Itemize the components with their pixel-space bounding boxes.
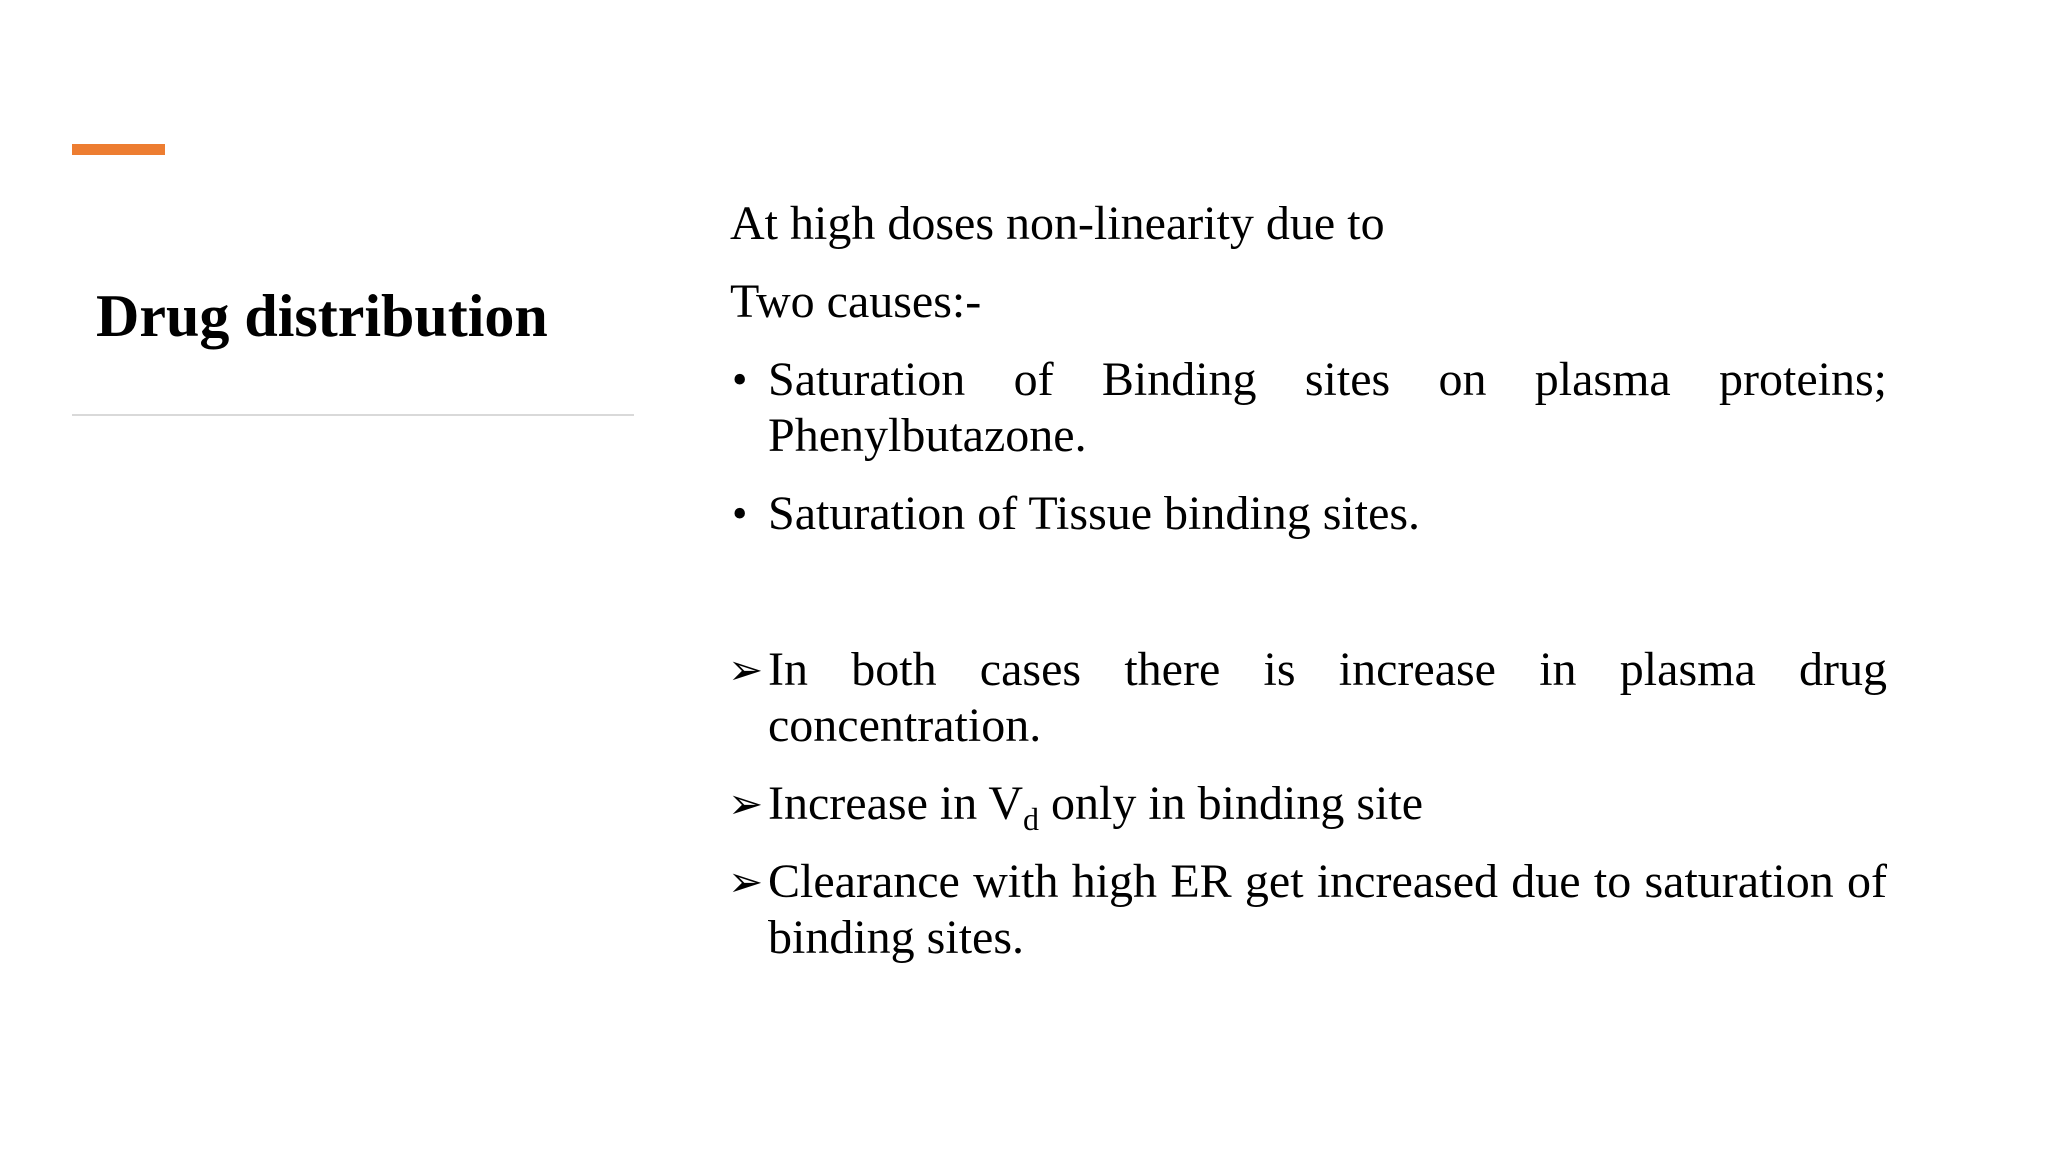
list-item: [730, 352, 1887, 464]
arrow-bullet-icon: ➢: [728, 779, 764, 828]
list-item-text: Clearance with high ER get increased due to saturation of binding sites.: [768, 855, 1887, 964]
intro-line: Two causes:-: [730, 275, 982, 328]
list-item: [730, 642, 1887, 754]
title-accent-bar: [72, 144, 165, 155]
spacer: [730, 564, 1887, 642]
intro-line: At high doses non-linearity due to: [730, 197, 1385, 250]
list-item-text: [768, 777, 1423, 838]
slide-content: [730, 196, 1887, 988]
arrow-bullet-icon: ➢: [728, 857, 764, 906]
effect-list: [730, 642, 1887, 966]
bullet-icon: •: [732, 489, 748, 538]
list-item-text-after: only in binding site: [1039, 777, 1423, 830]
arrow-bullet-icon: ➢: [728, 645, 764, 694]
slide-title: Drug distribution: [96, 283, 548, 349]
list-item-text: Saturation of Binding sites on plasma proteins; Phenylbutazone.: [768, 353, 1887, 462]
bullet-icon: •: [732, 355, 748, 404]
list-item: [730, 854, 1887, 966]
title-divider: [72, 414, 634, 416]
list-item: [728, 776, 1887, 838]
cause-list: [730, 352, 1887, 542]
list-item-text-before: Increase in V: [768, 777, 1023, 830]
list-item-text: Saturation of Tissue binding sites.: [768, 487, 1421, 540]
list-item-text: In both cases there is increase in plasma drug concentration.: [768, 643, 1887, 752]
volume-subscript: d: [1023, 801, 1039, 838]
list-item: [730, 486, 1887, 542]
